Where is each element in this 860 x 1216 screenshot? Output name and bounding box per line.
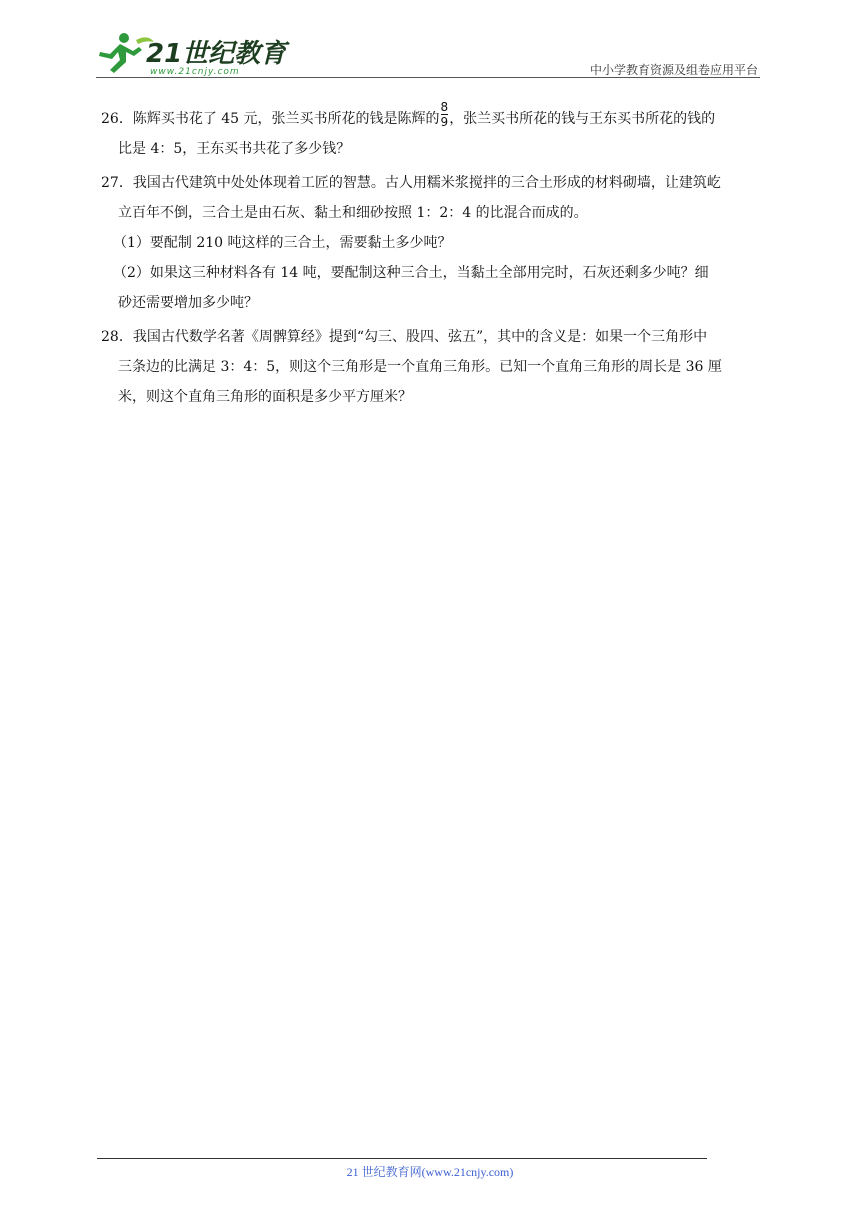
header-divider: [96, 77, 760, 78]
question-text: 我国古代建筑中处处体现着工匠的智慧。古人用糯米浆搅拌的三合土形成的材料砌墙，让建筑屹: [132, 175, 721, 191]
question-list: [101, 99, 765, 412]
question-number: 27．: [101, 175, 133, 191]
footer-text: 21 世纪教育网(www.21cnjy.com): [346, 1165, 514, 1179]
platform-name: 中小学教育资源及组卷应用平台: [589, 63, 758, 77]
question-27: [101, 168, 765, 318]
sub-question-2: （2）如果这三种材料各有 14 吨，要配制这种三合土，当黏土全部用完时，石灰还剩多少吨？细: [113, 265, 709, 281]
fraction-numerator: 8: [440, 99, 449, 114]
question-28: [101, 322, 765, 412]
question-text: 陈辉买书花了 45 元，张兰买书所花的钱是陈辉的: [132, 111, 440, 127]
question-number: 26．: [101, 111, 133, 127]
question-26: [101, 99, 765, 164]
question-text: 三条边的比满足 3：4：5，则这个三角形是一个直角三角形。已知一个直角三角形的周长是 36 厘: [118, 359, 722, 375]
sub-question-1: （1）要配制 210 吨这样的三合土，需要黏土多少吨？: [113, 235, 452, 251]
fraction-denominator: 9: [440, 114, 449, 129]
footer-divider: [97, 1158, 707, 1159]
question-text: 米，则这个直角三角形的面积是多少平方厘米？: [118, 389, 412, 405]
page-header: [96, 30, 760, 80]
svg-text:21世纪教育: 21世纪教育: [146, 39, 287, 69]
question-text: 立百年不倒，三合土是由石灰、黏土和细砂按照 1：2：4 的比混合而成的。: [118, 205, 588, 221]
site-logo: [96, 30, 287, 77]
svg-text:www.21cnjy.com: www.21cnjy.com: [150, 67, 240, 77]
question-number: 28．: [101, 329, 133, 345]
question-text: 我国古代数学名著《周髀算经》提到“勾三、股四、弦五”，其中的含义是：如果一个三角形中: [132, 329, 708, 345]
sub-question-2-cont: 砂还需要增加多少吨？: [118, 295, 258, 311]
question-text: ，张兰买书所花的钱与王东买书所花的钱的: [449, 111, 716, 127]
question-text: 比是 4：5，王东买书共花了多少钱？: [118, 141, 351, 157]
fraction: [441, 101, 449, 128]
